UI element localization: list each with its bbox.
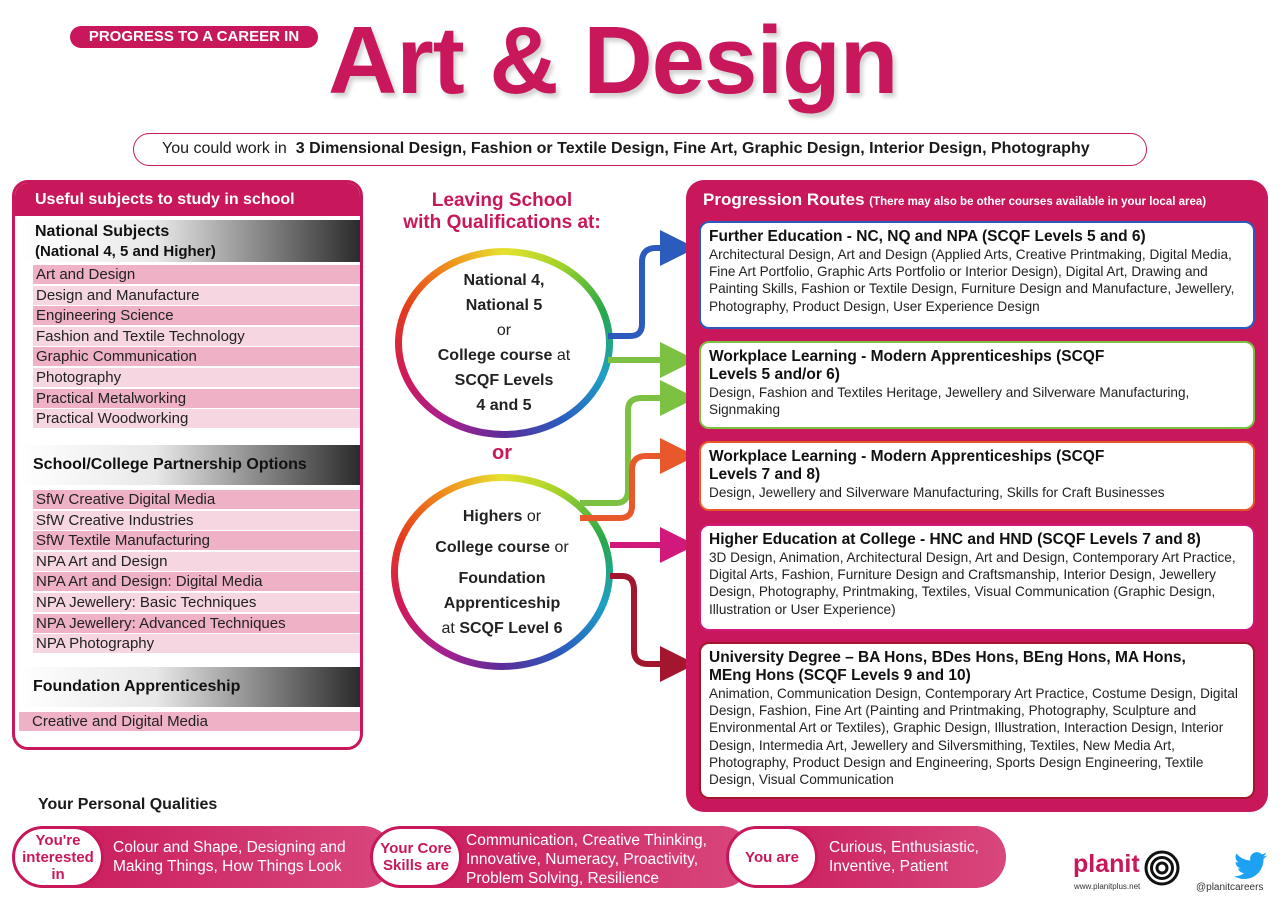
planit-logo: planit [1073, 850, 1140, 878]
leaving-title-line-1: Leaving School [431, 190, 573, 211]
route-title: Higher Education at College - HNC and HND (SCQF Levels 7 and 8) [709, 531, 1201, 548]
national-subjects-list [33, 265, 363, 430]
partnership-list [33, 490, 363, 655]
arrow-university [610, 576, 678, 664]
header-kicker: PROGRESS TO A CAREER IN [70, 26, 318, 48]
skills-label: Your Core Skills are [370, 826, 462, 888]
list-item: Art and Design [33, 265, 363, 284]
list-item: NPA Photography [33, 634, 363, 653]
route-further-education [699, 221, 1255, 329]
ring2-bold: SCQF Level 6 [459, 619, 563, 637]
page-title: Art & Design [328, 7, 898, 114]
route-title: Workplace Learning - Modern Apprenticeships (SCQF Levels 7 and 8) [709, 448, 1105, 483]
progression-title: Progression Routes [703, 190, 865, 209]
list-item: Practical Woodworking [33, 409, 363, 428]
list-item: NPA Jewellery: Advanced Techniques [33, 614, 363, 633]
ring2-bold: College course [435, 538, 550, 556]
interested-label: You're interested in [12, 826, 104, 888]
list-item: Creative and Digital Media [19, 712, 360, 731]
foundation-header: Foundation Apprenticeship [19, 667, 361, 707]
route-workplace-5-6 [699, 341, 1255, 429]
progression-note: (There may also be other courses available in your local area) [869, 196, 1207, 208]
route-text: Architectural Design, Art and Design (Applied Arts, Creative Printmaking, Digital Media, Fine Art Portfolio, Graphic Arts Portfolio or Interior Design), Digital Art, Drawing and Painting Skills, Fashion or Textile Design, Furniture Design and Manufacture, Jewellery, Photography, Product Design, User Experience Design [709, 247, 1235, 314]
list-item: NPA Art and Design: Digital Media [33, 572, 363, 591]
twitter-icon[interactable] [1234, 852, 1268, 880]
ring1-normal: at [556, 347, 571, 364]
route-text: Animation, Communication Design, Contemporary Art Practice, Costume Design, Digital Design, Fashion, Fine Art (Painting and Printmaking, Photography, Sculpture and Environmental Art or Textiles), Graphic Design, Illustration, Interaction Design, Interior Design, Intermedia Art, Jewellery and Silversmithing, Textiles, New Media Art, Photography, Product Design and Engineering, Sports Design Engineering, Textile Design, Visual Communication [709, 686, 1238, 788]
twitter-handle[interactable]: @planitcareers [1196, 882, 1264, 893]
ring1-line: 4 and 5 [476, 397, 532, 414]
route-university [699, 642, 1255, 799]
route-text: 3D Design, Animation, Architectural Design, Art and Design, Contemporary Art Practice, Digital Arts, Fashion, Furniture Design and Craftsmanship, Interior Design, Jewellery Design, Photography, Printmaking, Textiles, Visual Communication (Graphic Design, Illustration or User Experience) [709, 550, 1236, 617]
national-subjects-header [19, 220, 361, 262]
ring1-bold: College course [437, 347, 553, 364]
ring1-line: SCQF Levels [454, 372, 554, 389]
route-higher-education [699, 524, 1255, 631]
ring2-line [435, 535, 568, 560]
national-subjects-title: National Subjects [35, 223, 170, 240]
route-title: Further Education - NC, NQ and NPA (SCQF Levels 5 and 6) [709, 228, 1146, 245]
arrow-further-education [608, 248, 678, 336]
ring2-normal: or [526, 507, 542, 525]
personal-qualities-title: Your Personal Qualities [38, 796, 218, 813]
foundation-list [19, 712, 360, 733]
ring2-bold: Highers [462, 507, 523, 525]
skills-text: Communication, Creative Thinking, Innovative, Numeracy, Proactivity, Problem Solving, Resilience [466, 832, 707, 887]
partnership-header: School/College Partnership Options [19, 445, 361, 485]
list-item: SfW Textile Manufacturing [33, 531, 363, 550]
ring2-line [442, 616, 563, 641]
route-text: Design, Fashion and Textiles Heritage, Jewellery and Silverware Manufacturing, Signmaking [709, 385, 1190, 418]
you-are-label: You are [726, 826, 818, 888]
ring2-line: Foundation [458, 569, 546, 587]
ring2-line: Apprenticeship [443, 594, 561, 612]
list-item: SfW Creative Industries [33, 511, 363, 530]
planit-spiral-icon [1144, 850, 1180, 886]
ring1-line [438, 343, 571, 368]
progression-heading [703, 190, 1206, 210]
list-item: Design and Manufacture [33, 286, 363, 305]
list-item: NPA Jewellery: Basic Techniques [33, 593, 363, 612]
ring1-line: National 4, [463, 272, 545, 289]
work-list: 3 Dimensional Design, Fashion or Textile Design, Fine Art, Graphic Design, Interior Design, Photography [295, 140, 1090, 157]
list-item: Photography [33, 368, 363, 387]
subjects-panel [12, 180, 363, 750]
list-item: Practical Metalworking [33, 389, 363, 408]
route-title: Workplace Learning - Modern Apprenticeships (SCQF Levels 5 and/or 6) [709, 348, 1105, 383]
interested-text: Colour and Shape, Designing and Making Things, How Things Look [113, 839, 346, 875]
list-item: Fashion and Textile Technology [33, 327, 363, 346]
route-workplace-7-8 [699, 441, 1255, 511]
route-text: Design, Jewellery and Silverware Manufacturing, Skills for Craft Businesses [709, 485, 1165, 500]
list-item: SfW Creative Digital Media [33, 490, 363, 509]
or-divider: or [492, 442, 512, 464]
leaving-title-line-2: with Qualifications at: [403, 212, 601, 233]
ring2-line [463, 504, 541, 529]
planit-url[interactable]: www.planitplus.net [1074, 882, 1141, 891]
list-item: NPA Art and Design [33, 552, 363, 571]
ring2-normal: at [441, 619, 455, 637]
list-item: Engineering Science [33, 306, 363, 325]
ring1-line: or [496, 322, 512, 339]
subjects-heading: Useful subjects to study in school [15, 183, 360, 216]
work-intro: You could work in [162, 140, 287, 157]
progression-arrows [570, 220, 700, 700]
list-item: Graphic Communication [33, 347, 363, 366]
work-areas-banner [133, 133, 1147, 166]
ring2-normal: or [554, 538, 569, 556]
ring1-line: National 5 [465, 297, 543, 314]
route-title: University Degree – BA Hons, BDes Hons, BEng Hons, MA Hons, MEng Hons (SCQF Levels 9 and 10) [709, 649, 1186, 684]
you-are-text: Curious, Enthusiastic, Inventive, Patient [829, 839, 979, 875]
national-subjects-subtitle: (National 4, 5 and Higher) [35, 243, 216, 260]
